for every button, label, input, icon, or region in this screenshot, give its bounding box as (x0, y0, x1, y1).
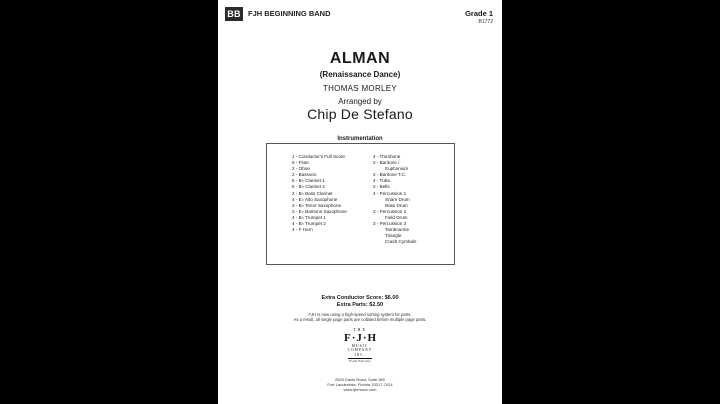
instrument-subitem: Triangle (385, 233, 402, 239)
instrumentation-list-left (292, 154, 347, 233)
instrument-subitem: Tambourine (385, 227, 410, 233)
sorting-note-line: As a result, all single page parts are collated before multiple page parts. (293, 317, 427, 323)
logo-fjh: F·J·H (344, 332, 378, 344)
grade-label: Grade 1 (465, 9, 493, 18)
instrument-subitem: Snare Drum (385, 196, 410, 202)
series-name: FJH BEGINNING BAND (248, 9, 331, 18)
extra-parts-price: Extra Parts: $2.50 (336, 301, 384, 308)
instrument-item: 4 - E♭ Alto Saxophone (292, 196, 338, 202)
logo-inc: INC. (354, 352, 366, 357)
instrument-item: 4 - F Horn (292, 227, 313, 233)
instrument-item: 4 - B♭ Trumpet 2 (292, 221, 326, 227)
logo-the: THE (353, 327, 367, 332)
series-badge: BB (225, 7, 243, 21)
instrument-subitem: Crash Cymbals (385, 239, 417, 245)
score-cover-page (218, 0, 502, 404)
instrument-item: 2 - Baritone / (373, 160, 400, 166)
address-line: 2525 Davie Road, Suite 360 (334, 377, 386, 382)
instrument-item: 5 - B♭ Clarinet 2 (292, 184, 325, 190)
instrument-subitem: Bass Drum (385, 202, 408, 208)
instrument-item: 2 - E♭ Baritone Saxophone (292, 208, 347, 214)
instrument-item: 2 - Baritone T.C. (373, 172, 407, 178)
composer-name: THOMAS MORLEY (322, 84, 398, 93)
price-info (218, 295, 502, 308)
instrument-item: 2 - Bassoon (292, 172, 317, 178)
logo-tagline: Fresh Editions (349, 358, 371, 363)
catalog-number: B1772 (478, 19, 493, 25)
instrument-item: 2 - B♭ Bass Clarinet (292, 190, 333, 196)
sorting-note (218, 312, 502, 323)
extra-score-price: Extra Conductor Score: $6.00 (321, 295, 399, 301)
logo-music: MUSIC (351, 344, 369, 348)
arranger-name: Chip De Stefano (307, 106, 413, 122)
instrument-item: 5 - B♭ Clarinet 1 (292, 178, 325, 184)
instrument-item: 3 - Percussion 3 (373, 221, 407, 227)
instrument-item: 2 - Bells (373, 184, 390, 190)
instrument-item: 4 - Trombone (373, 154, 401, 159)
publisher-address (218, 377, 502, 392)
instrument-item: 2 - Percussion 2 (373, 208, 407, 214)
instrument-item: 4 - Tuba (373, 178, 390, 184)
piece-subtitle: (Renaissance Dance) (319, 70, 401, 79)
instrument-subitem: Euphonium (385, 166, 409, 172)
website-link[interactable]: www.fjhmusic.com (343, 387, 377, 392)
instrument-item: 1 - Conductor's Full Score (292, 154, 345, 159)
instrument-subitem: Field Drum (385, 214, 408, 220)
instrument-item: 4 - Percussion 1 (373, 190, 407, 196)
instrument-item: 8 - Flute (292, 160, 309, 166)
instrumentation-heading: Instrumentation (218, 136, 502, 142)
address-line: Fort Lauderdale, Florida 33317-7424 (327, 382, 393, 387)
sorting-note-line: FJH is now using a high-speed sorting system for parts. (308, 312, 412, 317)
arranged-by-label: Arranged by (338, 97, 382, 106)
instrumentation-list-right (373, 154, 416, 245)
instrument-item: 2 - Oboe (292, 166, 310, 172)
logo-company: COMPANY (347, 348, 373, 353)
instrument-item: 2 - B♭ Tenor Saxophone (292, 202, 342, 208)
piece-title: ALMAN (329, 50, 391, 67)
instrument-item: 4 - B♭ Trumpet 1 (292, 214, 326, 220)
fjh-logo (344, 327, 376, 371)
